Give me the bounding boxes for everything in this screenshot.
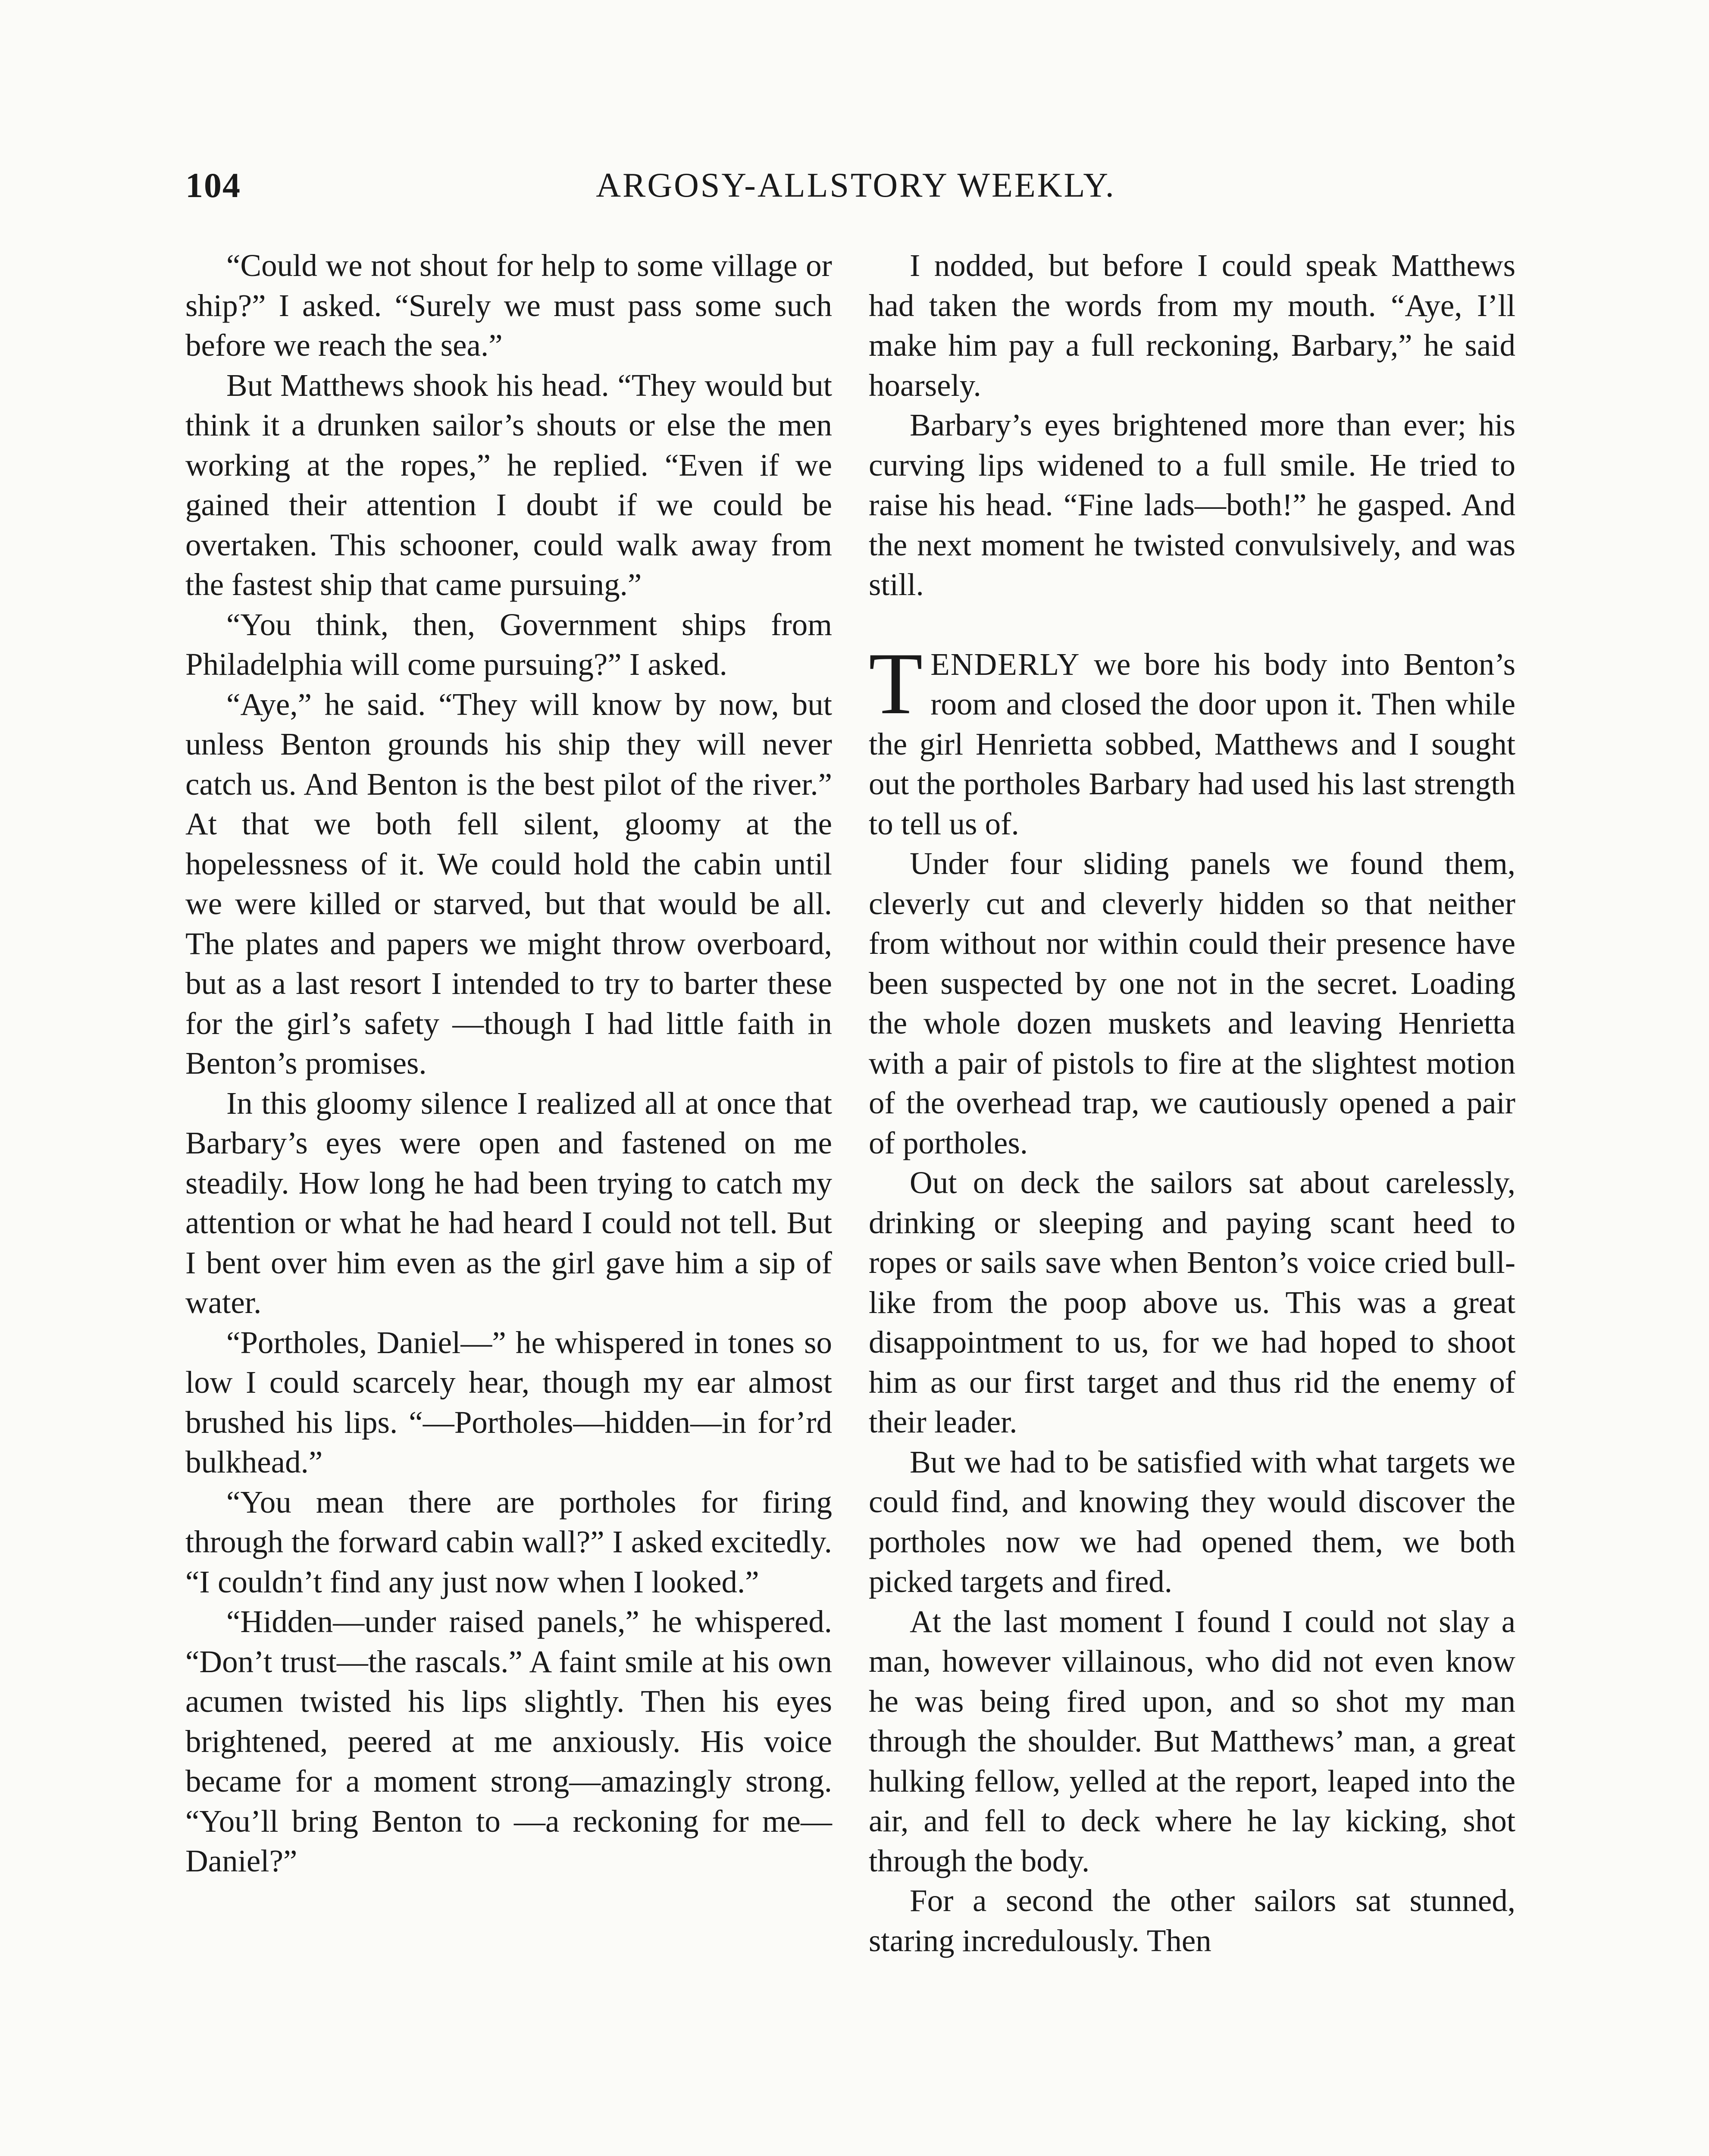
paragraph: For a second the other sailors sat stunned, staring incredulously. Then (869, 1883, 1515, 1958)
paragraph: “You mean there are portholes for firing through the forward cabin wall?” I asked excitedly. “I couldn’t find any just now when I looked.” (185, 1484, 832, 1599)
running-head: ARGOSY-ALLSTORY WEEKLY. (596, 166, 1116, 204)
paragraph: Out on deck the sailors sat about carelessly, drinking or sleeping and paying scant heed to ropes or sails save when Benton’s voice cried bull-like from the poop above us. This was a great disappointment to us, for we had hoped to shoot him as our first target and thus rid the enemy of their leader. (869, 1165, 1515, 1439)
paragraph: In this gloomy silence I realized all at once that Barbary’s eyes were open and fastened on me steadily. How long he had been trying to catch my attention or what he had heard I could not tell. But I bent over him even as the girl gave him a sip of water. (185, 1085, 832, 1320)
paragraph: Under four sliding panels we found them, cleverly cut and cleverly hidden so that neither from without nor within could their presence have been suspected by one not in the secret. Loading the whole dozen muskets and leaving Henrietta with a pair of pistols to fire at the slightest motion of the overhead trap, we cautiously opened a pair of portholes. (869, 846, 1515, 1160)
drop-cap: T (869, 634, 923, 733)
paragraph: “Could we not shout for help to some village or ship?” I asked. “Surely we must pass some such before we reach the sea.” (185, 248, 832, 363)
right-column (869, 246, 1515, 1961)
paragraph: “You think, then, Government ships from Philadelphia will come pursuing?” I asked. (185, 607, 832, 682)
paragraph: “Aye,” he said. “They will know by now, but unless Benton grounds his ship they will never catch us. And Benton is the best pilot of the river.” At that we both fell silent, gloomy at the hopelessness of it. We could hold the cabin until we were killed or starved, but that would be all. The plates and papers we might throw overboard, but as a last resort I intended to try to barter these for the girl’s safety —though I had little faith in Benton’s promises. (185, 686, 832, 1081)
page-header (185, 164, 1526, 224)
dropcap-paragraph (869, 634, 1515, 844)
paragraph: I nodded, but before I could speak Matthews had taken the words from my mouth. “Aye, I’ll make him pay a full reckoning, Barbary,” he said hoarsely. (869, 248, 1515, 403)
paragraph: “Hidden—under raised panels,” he whispered. “Don’t trust—the rascals.” A faint smile at his own acumen twisted his lips slightly. Then his eyes brightened, peered at me anxiously. His voice became for a moment strong—amazingly strong. “You’ll bring Benton to —a reckoning for me—Daniel?” (185, 1604, 832, 1878)
section-break (869, 605, 1515, 645)
paragraph: At the last moment I found I could not slay a man, however villainous, who did not even know he was being fired upon, and so shot my man through the shoulder. But Matthews’ man, a great hulking fellow, yelled at the report, leaped into the air, and fell to deck where he lay kicking, shot through the body. (869, 1604, 1515, 1878)
paragraph-text: we bore his body into Benton’s room and closed the door upon it. Then while the girl Henrietta sobbed, Matthews and I sought out the portholes Barbary had used his last strength to tell us of. (869, 646, 1515, 841)
paragraph: But we had to be satisfied with what targets we could find, and knowing they would discover the portholes now we had opened them, we both picked targets and fired. (869, 1444, 1515, 1599)
paragraph: But Matthews shook his head. “They would but think it a drunken sailor’s shouts or else the men working at the ropes,” he replied. “Even if we gained their attention I doubt if we could be overtaken. This schooner, could walk away from the fastest ship that came pursuing.” (185, 367, 832, 602)
paragraph: Barbary’s eyes brightened more than ever; his curving lips widened to a full smile. He tried to raise his head. “Fine lads—both!” he gasped. And the next moment he twisted convulsively, and was still. (869, 407, 1515, 602)
opening-smallcaps: ENDERLY (930, 646, 1080, 682)
left-column (185, 246, 832, 1881)
paragraph: “Portholes, Daniel—” he whispered in tones so low I could scarcely hear, though my ear almost brushed his lips. “—Portholes—hidden—in for’rd bulkhead.” (185, 1325, 832, 1479)
page-number: 104 (185, 166, 241, 205)
